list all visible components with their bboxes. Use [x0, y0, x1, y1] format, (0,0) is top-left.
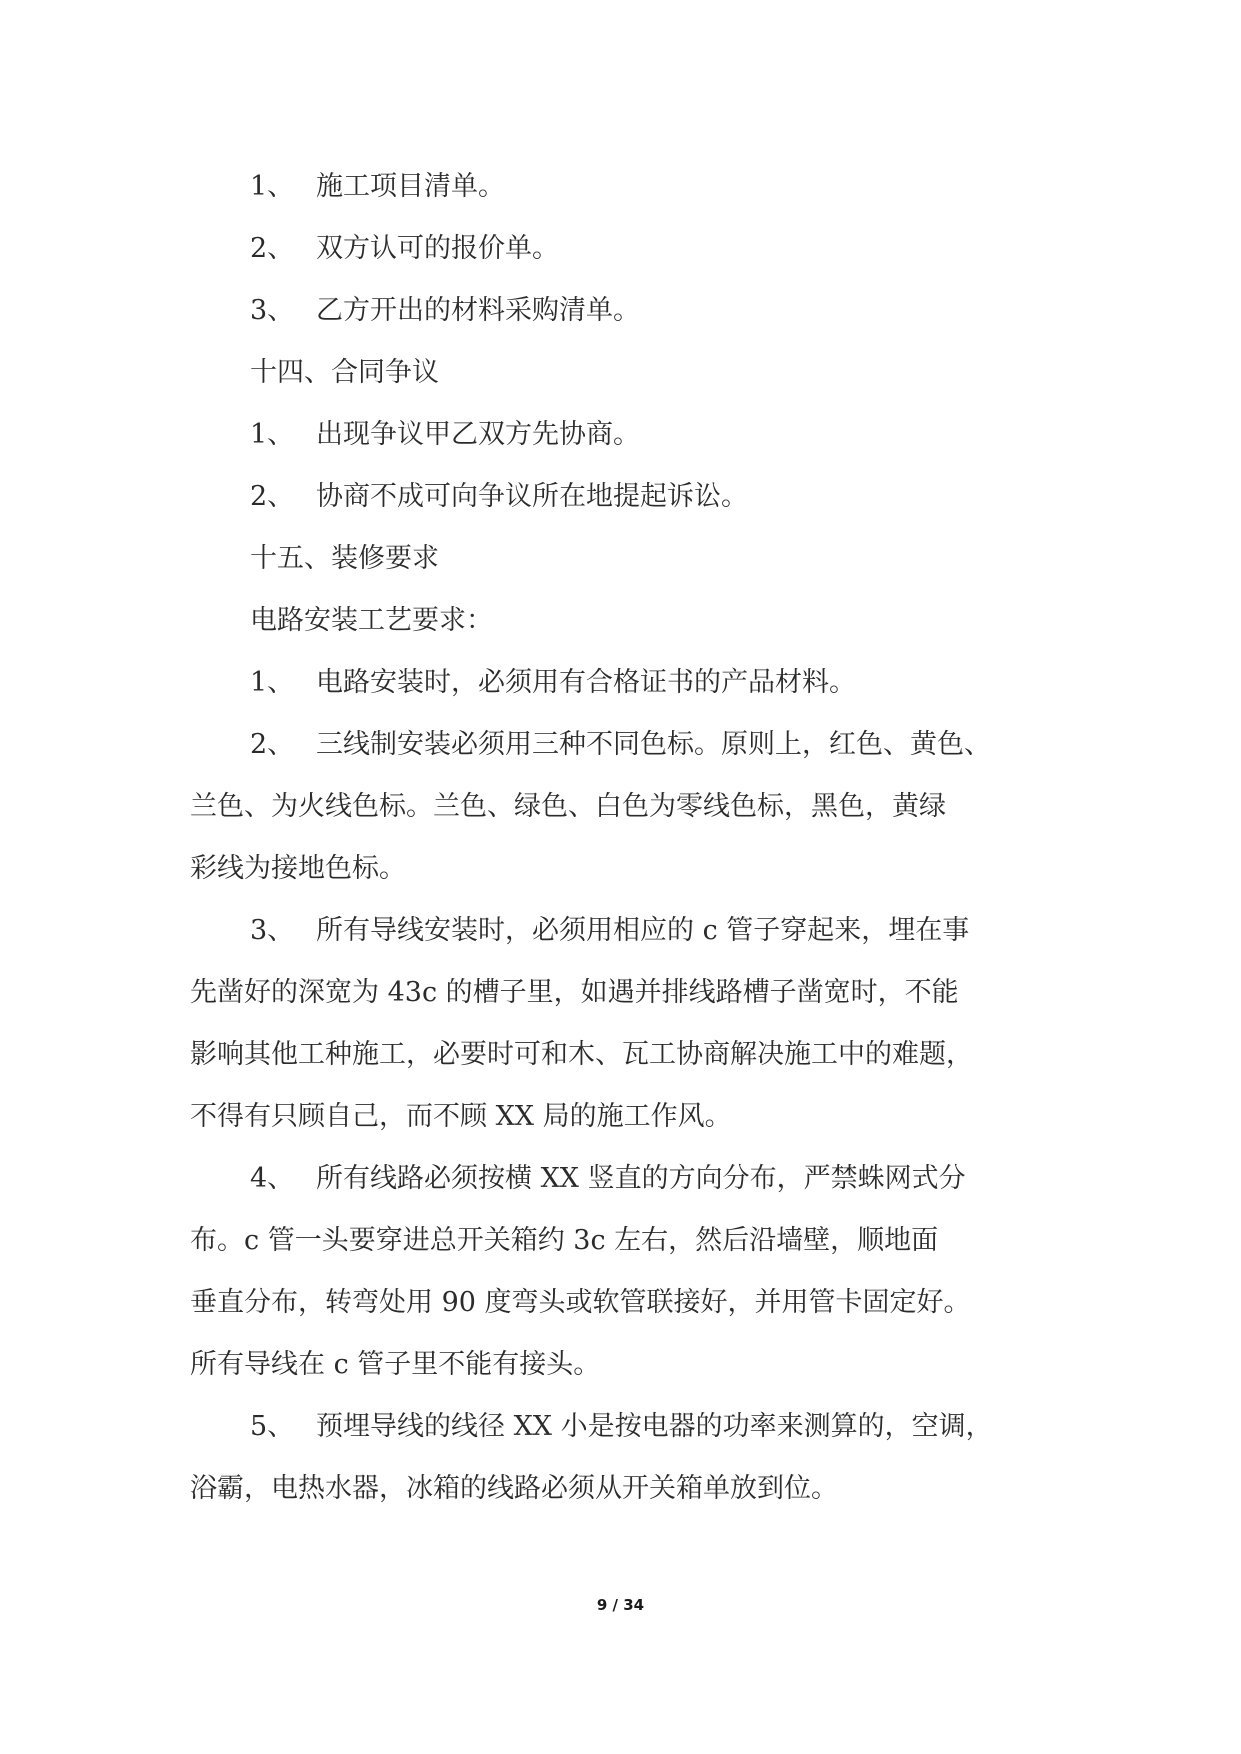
continuation-line: [190, 1272, 1050, 1334]
continuation-line: [190, 838, 1050, 900]
list-number: 1、: [250, 171, 295, 202]
line-text: 布。c 管一头要穿进总开关箱约 3c 左右，然后沿墙壁，顺地面: [190, 1225, 939, 1256]
list-item: [190, 714, 1050, 776]
list-number: 2、: [250, 233, 295, 264]
line-text: 出现争议甲乙双方先协商。: [316, 419, 640, 450]
list-item: [190, 280, 1050, 342]
list-number: 1、: [250, 419, 295, 450]
line-text: 双方认可的报价单。: [316, 233, 559, 264]
continuation-line: [190, 1334, 1050, 1396]
line-text: 电路安装时，必须用有合格证书的产品材料。: [316, 667, 856, 698]
section-heading: [190, 528, 1050, 590]
document-body: [190, 156, 1050, 1520]
line-text: 不得有只顾自己，而不顾 XX 局的施工作风。: [190, 1101, 732, 1132]
list-item: [190, 156, 1050, 218]
list-item: [190, 218, 1050, 280]
list-number: 3、: [250, 915, 295, 946]
line-text: 所有导线在 c 管子里不能有接头。: [190, 1349, 601, 1380]
line-text: 先凿好的深宽为 43c 的槽子里，如遇并排线路槽子凿宽时，不能: [190, 977, 959, 1008]
list-item: [190, 1148, 1050, 1210]
line-text: 预埋导线的线径 XX 小是按电器的功率来测算的，空调，: [316, 1411, 993, 1442]
line-text: 兰色、为火线色标。兰色、绿色、白色为零线色标，黑色，黄绿: [190, 791, 946, 822]
continuation-line: [190, 1458, 1050, 1520]
list-item: [190, 652, 1050, 714]
list-item: [190, 404, 1050, 466]
list-number: 4、: [250, 1163, 295, 1194]
continuation-line: [190, 1210, 1050, 1272]
subheading: [190, 590, 1050, 652]
line-text: 影响其他工种施工，必要时可和木、瓦工协商解决施工中的难题，: [190, 1039, 973, 1070]
line-text: 乙方开出的材料采购清单。: [316, 295, 640, 326]
list-item: [190, 1396, 1050, 1458]
line-text: 协商不成可向争议所在地提起诉讼。: [316, 481, 748, 512]
continuation-line: [190, 1024, 1050, 1086]
continuation-line: [190, 962, 1050, 1024]
line-text: 电路安装工艺要求：: [250, 605, 493, 636]
line-text: 十四、合同争议: [250, 357, 439, 388]
line-text: 浴霸，电热水器，冰箱的线路必须从开关箱单放到位。: [190, 1473, 838, 1504]
list-number: 3、: [250, 295, 295, 326]
line-text: 施工项目清单。: [316, 171, 505, 202]
list-number: 5、: [250, 1411, 295, 1442]
list-number: 2、: [250, 729, 295, 760]
line-text: 所有线路必须按横 XX 竖直的方向分布，严禁蛛网式分: [316, 1163, 966, 1194]
section-heading: [190, 342, 1050, 404]
continuation-line: [190, 776, 1050, 838]
line-text: 彩线为接地色标。: [190, 853, 406, 884]
list-item: [190, 466, 1050, 528]
page-number: 9 / 34: [596, 1596, 645, 1614]
line-text: 三线制安装必须用三种不同色标。原则上，红色、黄色、: [316, 729, 991, 760]
list-number: 1、: [250, 667, 295, 698]
list-number: 2、: [250, 481, 295, 512]
line-text: 十五、装修要求: [250, 543, 439, 574]
line-text: 垂直分布，转弯处用 90 度弯头或软管联接好，并用管卡固定好。: [190, 1287, 971, 1318]
line-text: 所有导线安装时，必须用相应的 c 管子穿起来，埋在事: [316, 915, 970, 946]
continuation-line: [190, 1086, 1050, 1148]
list-item: [190, 900, 1050, 962]
